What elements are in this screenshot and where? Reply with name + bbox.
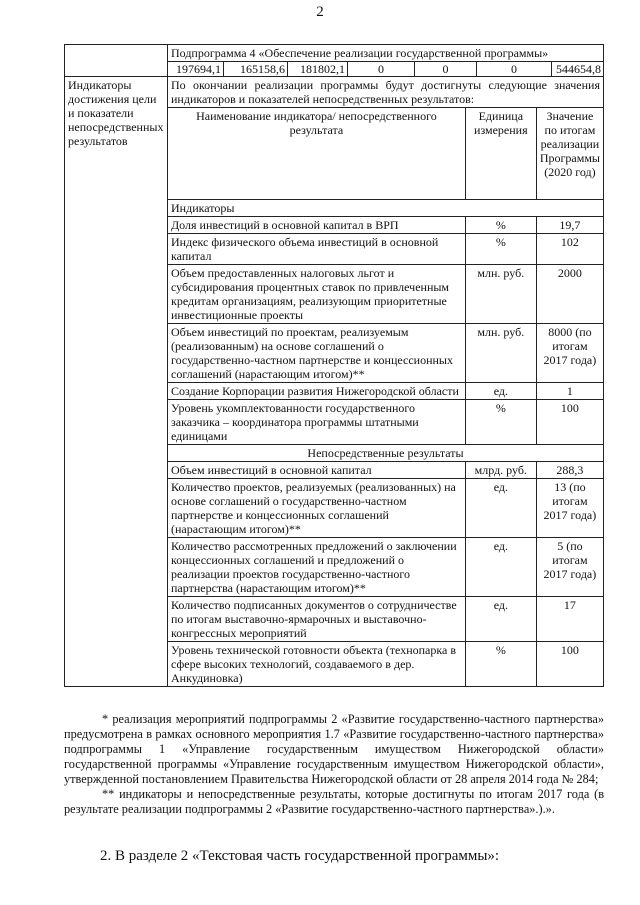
indicators-label: Индикаторы достижения цели и показатели непосредственных результатов (65, 77, 168, 687)
footnotes (64, 712, 604, 817)
row-name: Индекс физического объема инвестиций в основной капитал (168, 234, 465, 265)
row-unit: ед. (465, 479, 536, 538)
row-value: 5 (по итогам 2017 года) (536, 538, 603, 597)
row-value: 100 (536, 400, 603, 445)
row-name: Количество подписанных документов о сотрудничестве по итогам выставочно-ярмарочных и выставочно-конгрессных мероприятий (168, 597, 465, 642)
row-unit: ед. (465, 383, 536, 400)
table-row (168, 597, 603, 642)
row-unit: % (465, 217, 536, 234)
table-row (168, 234, 603, 265)
header-name: Наименование индикатора/ непосредственного результата (168, 108, 465, 200)
footnote-1: * реализация мероприятий подпрограммы 2 «Развитие государственно-частного партнерства» предусмотрена в рамках основного мероприятия 1.7 «Развитие государственно-частного партнерства» подпрограммы 1 «Управление государственным имуществом Нижегородской области» государственной программы «Управление государственным имуществом Нижегородской области», утвержденной постановлением Правительства Нижегородской области от 28 апреля 2014 года № 284; (64, 712, 604, 786)
footnote-2: ** индикаторы и непосредственные результаты, которые достигнуты по итогам 2017 года (в результате реализации подпрограммы 2 «Развитие государственно-частного партнерства».).». (64, 787, 604, 816)
table-row (168, 217, 603, 234)
row-value: 1 (536, 383, 603, 400)
finance-value: 197694,1 (168, 62, 224, 76)
row-unit: млрд. руб. (465, 462, 536, 479)
row-name: Количество проектов, реализуемых (реализованных) на основе соглашений о государственно-частном партнерстве и концессионных соглашений (нарастающим итогом)** (168, 479, 465, 538)
row-name: Уровень укомплектованности государственного заказчика – координатора программы штатными единицами (168, 400, 465, 445)
table-row (168, 383, 603, 400)
indicators-title: Индикаторы (168, 200, 603, 217)
finance-value: 165158,6 (224, 62, 288, 76)
results-title: Непосредственные результаты (168, 445, 603, 462)
row-name: Объем предоставленных налоговых льгот и субсидирования процентных ставок по привлеченным кредитам организациям, реализующим приоритетные инвестиционные проекты (168, 265, 465, 324)
row-value: 19,7 (536, 217, 603, 234)
table-row (168, 538, 603, 597)
table-row (168, 479, 603, 538)
table-row (168, 462, 603, 479)
row-value: 288,3 (536, 462, 603, 479)
intro-text: По окончании реализации программы будут достигнуты следующие значения индикаторов и показателей непосредственных результатов: (171, 78, 600, 106)
table-row (168, 400, 603, 445)
row-value: 13 (по итогам 2017 года) (536, 479, 603, 538)
row-value: 8000 (по итогам 2017 года) (536, 324, 603, 383)
page-number: 2 (316, 4, 324, 20)
row-unit: ед. (465, 597, 536, 642)
subprogram-title: Подпрограмма 4 «Обеспечение реализации государственной программы» (168, 45, 604, 62)
table-row (168, 265, 603, 324)
finance-value: 544654,8 (552, 62, 604, 76)
row-value: 17 (536, 597, 603, 642)
row-unit: ед. (465, 538, 536, 597)
row-unit: млн. руб. (465, 265, 536, 324)
header-unit: Единица измерения (465, 108, 536, 200)
row-name: Доля инвестиций в основной капитал в ВРП (168, 217, 465, 234)
finance-value: 181802,1 (288, 62, 348, 76)
row-unit: % (465, 400, 536, 445)
row-value: 100 (536, 642, 603, 687)
row-name: Уровень технической готовности объекта (технопарка в сфере высоких технологий, создаваемого в дер. Анкудиновка) (168, 642, 465, 687)
row-name: Объем инвестиций в основной капитал (168, 462, 465, 479)
finance-value: 0 (415, 62, 477, 76)
empty-left-cell (65, 45, 168, 77)
indicators-table (168, 107, 603, 686)
row-name: Объем инвестиций по проектам, реализуемым (реализованным) на основе соглашений о государственно-частном партнерстве и концессионных соглашений (нарастающим итогом)** (168, 324, 465, 383)
finance-cells (168, 62, 604, 77)
row-value: 2000 (536, 265, 603, 324)
row-name: Количество рассмотренных предложений о заключении концессионных соглашений и предложений о реализации проектов государственно-частного партнерства (нарастающим итогом)** (168, 538, 465, 597)
table-row (168, 642, 603, 687)
row-unit: % (465, 234, 536, 265)
header-value: Значение по итогам реализации Программы (2020 год) (536, 108, 603, 200)
row-value: 102 (536, 234, 603, 265)
finance-value: 0 (348, 62, 415, 76)
row-unit: млн. руб. (465, 324, 536, 383)
indicators-content (168, 77, 604, 687)
final-line: 2. В разделе 2 «Текстовая часть государственной программы»: (100, 848, 500, 864)
row-unit: % (465, 642, 536, 687)
row-name: Создание Корпорации развития Нижегородской области (168, 383, 465, 400)
finance-value: 0 (477, 62, 552, 76)
table-row (168, 324, 603, 383)
program-table (64, 44, 604, 687)
